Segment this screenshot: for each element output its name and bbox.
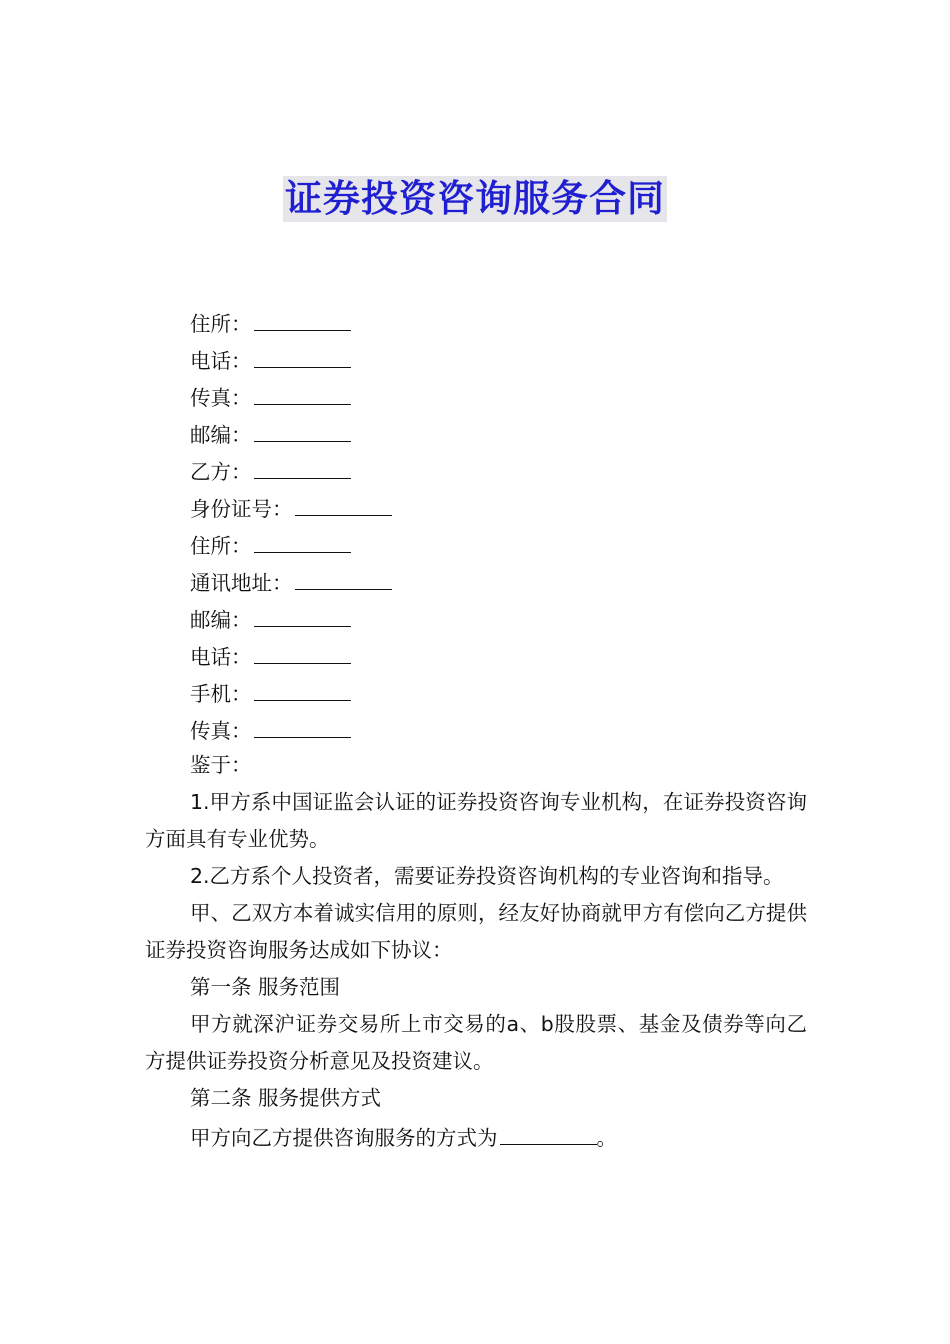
field-row (145, 377, 807, 414)
document-title: 证券投资咨询服务合同 (285, 177, 665, 220)
field-row (145, 673, 807, 710)
field-label: 乙方： (190, 460, 252, 484)
fill-blank (254, 451, 351, 479)
fill-blank (254, 414, 351, 442)
field-label: 手机： (190, 682, 252, 706)
fill-blank (295, 488, 392, 516)
field-label: 传真： (190, 386, 252, 410)
article-2-text-suffix: 。 (596, 1126, 617, 1150)
field-row (145, 414, 807, 451)
article-2-title: 第二条 服务提供方式 (190, 1086, 382, 1110)
fill-blank (254, 303, 351, 331)
field-row (145, 340, 807, 377)
field-label: 身份证号： (190, 497, 293, 521)
article-1-text: 甲方就深沪证券交易所上市交易的a、b股股票、基金及债券等向乙方提供证券投资分析意见及投资建议。 (145, 1012, 807, 1073)
fill-blank (254, 340, 351, 368)
article-2-text-prefix: 甲方向乙方提供咨询服务的方式为 (190, 1126, 498, 1150)
field-row (145, 562, 807, 599)
whereas-heading: 鉴于： (190, 753, 252, 777)
agreement-paragraph: 甲、乙双方本着诚实信用的原则，经友好协商就甲方有偿向乙方提供证券投资咨询服务达成如下协议： (145, 901, 807, 962)
field-row (145, 303, 807, 340)
fill-blank (254, 673, 351, 701)
clause-1: 1.甲方系中国证监会认证的证券投资咨询专业机构，在证券投资咨询方面具有专业优势。 (145, 790, 807, 851)
field-row (145, 636, 807, 673)
article-2-text (145, 1117, 807, 1154)
field-label: 邮编： (190, 423, 252, 447)
field-label: 住所： (190, 312, 252, 336)
title-container (0, 176, 950, 222)
field-label: 通讯地址： (190, 571, 293, 595)
field-label: 住所： (190, 534, 252, 558)
fill-blank (254, 599, 351, 627)
field-row (145, 710, 807, 747)
field-row (145, 488, 807, 525)
fill-blank (254, 377, 351, 405)
field-label: 电话： (190, 645, 252, 669)
field-row (145, 525, 807, 562)
article-1-title: 第一条 服务范围 (190, 975, 341, 999)
field-label: 传真： (190, 719, 252, 743)
document-body (145, 303, 807, 1154)
fill-blank (254, 525, 351, 553)
clause-2: 2.乙方系个人投资者，需要证券投资咨询机构的专业咨询和指导。 (190, 864, 784, 888)
field-label: 邮编： (190, 608, 252, 632)
field-row (145, 451, 807, 488)
field-label: 电话： (190, 349, 252, 373)
fill-blank (500, 1117, 597, 1145)
fill-blank (254, 636, 351, 664)
field-row (145, 599, 807, 636)
fill-blank (295, 562, 392, 590)
fill-blank (254, 710, 351, 738)
